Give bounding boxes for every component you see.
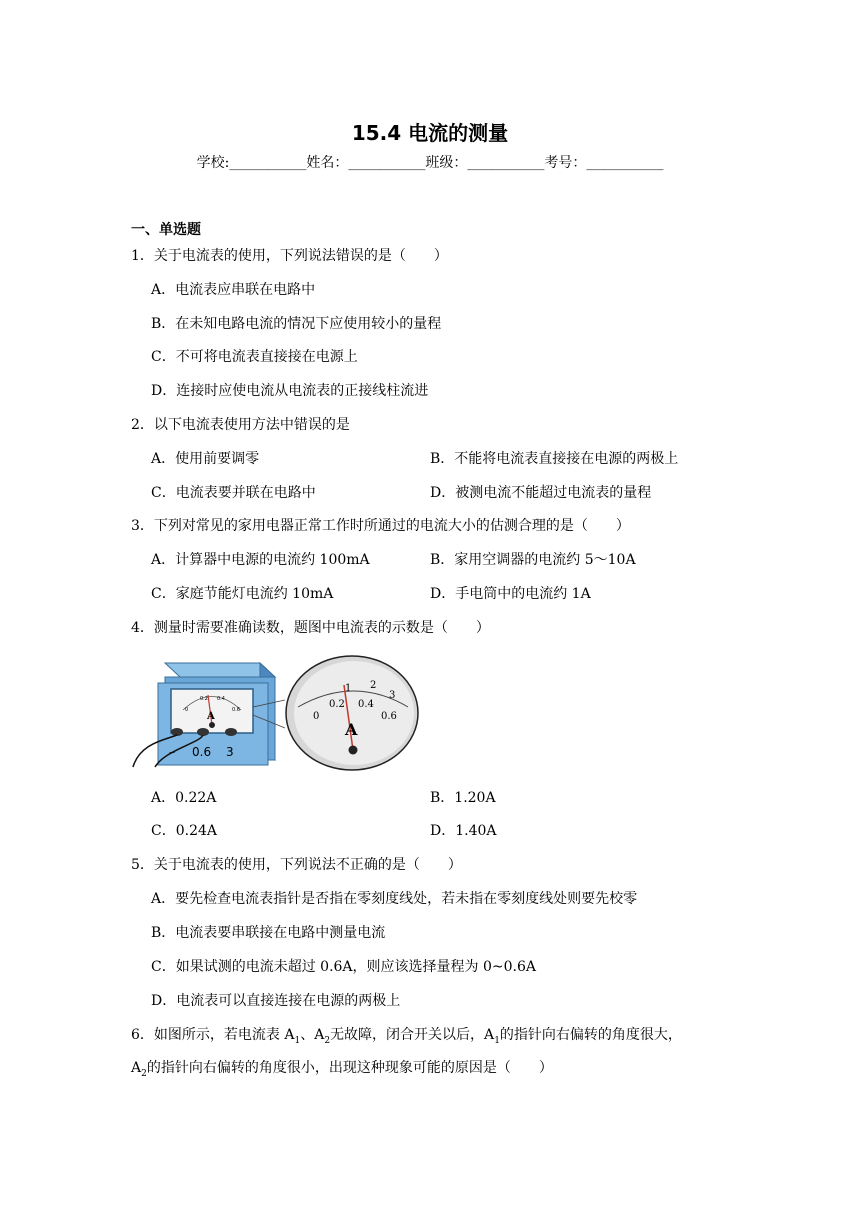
question-3-stem: 3．下列对常见的家用电器正常工作时所通过的电流大小的估测合理的是（ ）	[131, 518, 630, 534]
question-2-stem: 2．以下电流表使用方法中错误的是	[131, 417, 350, 433]
student-info-line: 学校:___________姓名：___________班级：___________考号：___________	[196, 155, 664, 171]
question-1-stem: 1．关于电流表的使用，下列说法错误的是（ ）	[131, 248, 448, 264]
question-2-option-c: C．电流表要并联在电路中	[151, 485, 316, 501]
q6-sub-4: 2	[141, 1068, 147, 1079]
question-5-option-b: B．电流表要串联接在电路中测量电流	[151, 925, 386, 941]
q6-text-2: 、A	[300, 1027, 325, 1043]
ammeter-figure	[125, 655, 420, 772]
big-scale-3: 3	[389, 690, 396, 701]
big-dial-unit: A	[345, 720, 358, 739]
big-scale-04: 0.4	[358, 699, 374, 710]
page-title: 15.4 电流的测量	[351, 121, 509, 145]
small-scale-0: 0	[185, 707, 189, 713]
question-1-option-a: A．电流表应串联在电路中	[151, 282, 316, 298]
q6-sub-2: 2	[324, 1035, 331, 1046]
question-1-option-c: C．不可将电流表直接接在电源上	[151, 349, 358, 365]
question-3-option-b: B．家用空调器的电流约 5～10A	[430, 552, 636, 568]
q6-text-3: 无故障，闭合开关以后，A	[330, 1027, 495, 1043]
big-scale-06: 0.6	[381, 711, 397, 722]
question-4-option-d: D．1.40A	[430, 823, 497, 839]
question-4-stem: 4．测量时需要准确读数，题图中电流表的示数是（ ）	[131, 620, 490, 636]
question-4-option-c: C．0.24A	[151, 823, 217, 839]
big-scale-2: 2	[370, 680, 377, 691]
terminal-negative-label: –	[169, 745, 175, 759]
small-scale-02: 0.2	[200, 696, 208, 702]
q6-sub-1: 1	[294, 1035, 301, 1046]
question-2-option-b: B．不能将电流表直接接在电源的两极上	[430, 451, 679, 467]
small-dial-unit: A	[207, 711, 215, 722]
question-1-option-b: B．在未知电路电流的情况下应使用较小的量程	[151, 316, 442, 332]
terminal-3-label: 3	[226, 745, 234, 759]
question-2-option-d: D．被测电流不能超过电流表的量程	[430, 485, 652, 501]
q6-text-6: 的指针向右偏转的角度很小，出现这种现象可能的原因是（ ）	[146, 1060, 553, 1076]
small-scale-06: 0.6	[232, 707, 240, 713]
question-5-stem: 5．关于电流表的使用，下列说法不正确的是（ ）	[131, 857, 462, 873]
question-5-option-c: C．如果试测的电流未超过 0.6A，则应该选择量程为 0~0.6A	[151, 959, 536, 975]
big-scale-1: 1	[345, 683, 352, 694]
q6-sub-3: 1	[494, 1035, 500, 1046]
question-3-option-d: D．手电筒中的电流约 1A	[430, 586, 591, 602]
question-4-option-b: B．1.20A	[430, 790, 496, 806]
q6-text-5: A	[131, 1060, 142, 1076]
section-heading: 一、单选题	[131, 222, 201, 238]
question-1-option-d: D．连接时应使电流从电流表的正接线柱流进	[151, 383, 429, 399]
question-2-option-a: A．使用前要调零	[151, 451, 260, 467]
q6-text-1: 6．如图所示，若电流表 A	[131, 1027, 295, 1043]
big-scale-02: 0.2	[329, 699, 345, 710]
small-scale-04: 0.4	[217, 696, 225, 702]
question-3-option-c: C．家庭节能灯电流约 10mA	[151, 586, 334, 602]
terminal-06-label: 0.6	[192, 745, 212, 759]
question-5-option-d: D．电流表可以直接连接在电源的两极上	[151, 993, 401, 1009]
question-3-option-a: A．计算器中电源的电流约 100mA	[151, 552, 370, 568]
question-5-option-a: A．要先检查电流表指针是否指在零刻度线处，若未指在零刻度线处则要先校零	[151, 891, 638, 907]
question-6-line-2	[131, 1058, 553, 1084]
big-scale-0: 0	[313, 711, 320, 722]
question-4-option-a: A．0.22A	[151, 790, 217, 806]
q6-text-4: 的指针向右偏转的角度很大，	[499, 1027, 682, 1043]
question-6-line-1	[131, 1025, 682, 1051]
